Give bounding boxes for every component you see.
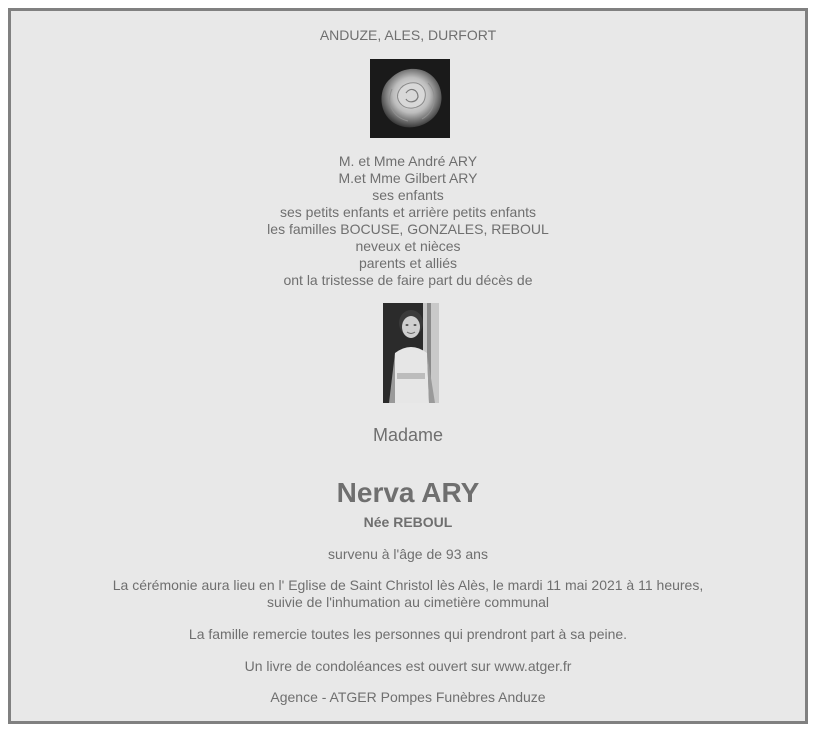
family-line: ont la tristesse de faire part du décès de bbox=[283, 272, 533, 288]
family-line: ses enfants bbox=[372, 187, 444, 203]
age-text: survenu à l'âge de 93 ans bbox=[328, 546, 488, 562]
deceased-title: Madame bbox=[372, 425, 444, 445]
family-line: neveux et nièces bbox=[355, 238, 461, 254]
family-line: M.et Mme Gilbert ARY bbox=[338, 170, 478, 186]
family-line: M. et Mme André ARY bbox=[338, 153, 478, 169]
ceremony-info bbox=[11, 577, 805, 611]
maiden-name: Née REBOUL bbox=[363, 514, 453, 530]
location-header: ANDUZE, ALES, DURFORT bbox=[319, 27, 497, 43]
portrait-image bbox=[383, 303, 439, 403]
obituary-card bbox=[8, 8, 808, 724]
agency-text: Agence - ATGER Pompes Funèbres Anduze bbox=[270, 689, 546, 705]
family-line: ses petits enfants et arrière petits enfants bbox=[279, 204, 537, 220]
ceremony-line: La cérémonie aura lieu en l' Eglise de Saint Christol lès Alès, le mardi 11 mai 2021 à 11 heures, bbox=[112, 577, 704, 593]
rose-image bbox=[370, 59, 450, 138]
thanks-text: La famille remercie toutes les personnes qui prendront part à sa peine. bbox=[188, 626, 628, 642]
family-line: les familles BOCUSE, GONZALES, REBOUL bbox=[267, 221, 549, 237]
family-announcement bbox=[11, 153, 805, 289]
condolences-text: Un livre de condoléances est ouvert sur www.atger.fr bbox=[244, 658, 572, 674]
deceased-name: Nerva ARY bbox=[336, 477, 480, 508]
ceremony-line: suivie de l'inhumation au cimetière communal bbox=[266, 594, 550, 610]
family-line: parents et alliés bbox=[358, 255, 458, 271]
